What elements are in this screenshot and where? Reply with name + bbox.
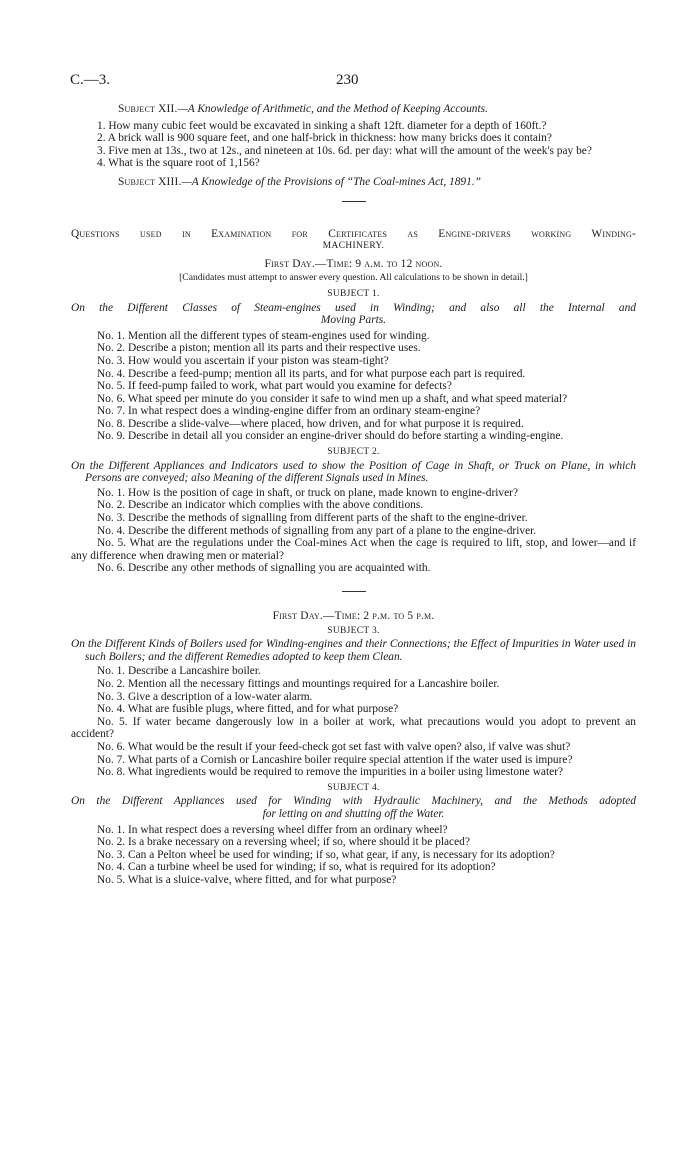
list-item: No. 8. What ingredients would be required to remove the impurities in a boiler using limestone water? [97,766,564,779]
subject-1-title-line-1: On the Different Classes of Steam-engines used in Winding; and also all the Internal and [71,301,636,314]
list-item: No. 8. Describe a slide-valve—where placed, how driven, and for what purpose it is required. [97,417,524,430]
section-reference: C.—3. [70,72,111,88]
list-item: No. 1. Mention all the different types of steam-engines used for winding. [97,329,430,342]
list-item: No. 2. Is a brake necessary on a reversing wheel; if so, where should it be placed? [97,836,470,849]
list-item: No. 4. What are fusible plugs, where fitted, and for what purpose? [97,703,399,716]
list-item: No. 4. Describe the different methods of signalling from any part of a plane to the engine-driver. [97,524,537,537]
list-item: 2. A brick wall is 900 square feet, and one half-brick in thickness: how many bricks does it contain? [97,132,552,145]
subject-13-title: —A Knowledge of the Provisions of “The Coal-mines Act, 1891.” [181,175,482,188]
subject-4-heading: SUBJECT 4. [327,782,380,793]
document-body [71,103,636,886]
subject-3-heading: SUBJECT 3. [327,625,380,636]
first-day-afternoon-title: First Day.—Time: 2 p.m. to 5 p.m. [272,610,435,622]
list-item: No. 5. What is a sluice-valve, where fitted, and for what purpose? [97,873,397,886]
list-item: No. 7. What parts of a Cornish or Lancashire boiler require special attention if the water used is impure? [97,753,573,766]
subject-1-title-line-2: Moving Parts. [320,314,387,327]
list-item: No. 2. Describe an indicator which complies with the above conditions. [97,499,424,512]
first-day-morning-title: First Day.—Time: 9 a.m. to 12 noon. [264,257,443,270]
subject-12-label: Subject XII. [118,103,178,115]
list-item: No. 6. Describe any other methods of signalling you are acquainted with. [97,562,431,575]
list-item: 1. How many cubic feet would be excavated in sinking a shaft 12ft. diameter for a depth of 160ft.? [97,119,547,132]
subject-2-heading: SUBJECT 2. [327,447,380,458]
questions-heading-continued: MACHINERY. [322,241,385,252]
list-item: No. 9. Describe in detail all you consider an engine-driver should do before starting a winding-engine. [97,430,564,443]
page-number: 230 [336,72,359,88]
subject-4-title-line-2: for letting on and shutting off the Water. [262,807,445,820]
subject-1-heading: SUBJECT 1. [327,288,380,299]
list-item: 3. Five men at 13s., two at 12s., and nineteen at 10s. 6d. per day: what will the amount of the week's pay be? [97,144,592,157]
candidates-note: [Candidates must attempt to answer every question. All calculations to be shown in detail.] [179,272,528,284]
subject-12-heading [71,103,636,116]
list-item: No. 2. Describe a piston; mention all its parts and their respective uses. [97,342,421,355]
subject-13-label: Subject XIII. [118,175,182,188]
list-item: No. 3. Describe the methods of signalling from different parts of the shaft to the engine-driver. [97,512,528,525]
list-item: No. 7. In what respect does a winding-engine differ from an ordinary steam-engine? [97,405,481,418]
list-item: No. 1. Describe a Lancashire boiler. [97,665,261,678]
list-item: No. 1. In what respect does a reversing wheel differ from an ordinary wheel? [97,823,448,836]
list-item: No. 6. What speed per minute do you consider it safe to wind men up a shaft, and what speed material? [97,392,568,405]
list-item: No. 3. Can a Pelton wheel be used for winding; if so, what gear, if any, is necessary for its adoption? [97,848,555,861]
subject-13-heading [71,176,636,189]
questions-heading: Questions used in Examination for Certificates as Engine-drivers working Winding- [71,227,636,240]
subject-12-title: —A Knowledge of Arithmetic, and the Method of Keeping Accounts. [177,103,488,115]
list-item: No. 1. How is the position of cage in shaft, or truck on plane, made known to engine-driver? [97,486,519,499]
subject-3-title: On the Different Kinds of Boilers used for Winding-engines and their Connections; the Effect of Impurities in Water used in such Boilers; and the different Remedies adopted to keep them Clean. [71,638,636,663]
list-item: 4. What is the square root of 1,156? [97,157,260,170]
list-item: No. 6. What would be the result if your feed-check got set fast with valve open? also, if valve was shut? [97,740,571,753]
section-divider [342,591,366,592]
list-item: No. 5. If water became dangerously low in a boiler at work, what precautions would you adopt to prevent an accident? [71,715,636,741]
list-item: No. 4. Describe a feed-pump; mention all its parts, and for what purpose each part is required. [97,367,526,380]
section-divider [342,201,366,202]
list-item: No. 5. If feed-pump failed to work, what part would you examine for defects? [97,380,452,393]
subject-4-title-line-1: On the Different Appliances used for Winding with Hydraulic Machinery, and the Methods adopted [71,795,636,808]
list-item: No. 5. What are the regulations under the Coal-mines Act when the cage is required to lift, stop, and lower—and if any difference when drawing men or material? [71,537,636,562]
list-item: No. 3. How would you ascertain if your piston was steam-tight? [97,354,389,367]
list-item: No. 2. Mention all the necessary fittings and mountings required for a Lancashire boiler. [97,677,500,690]
list-item: No. 4. Can a turbine wheel be used for winding; if so, what is required for its adoption? [97,861,496,874]
list-item: No. 3. Give a description of a low-water alarm. [97,690,313,703]
subject-2-title: On the Different Appliances and Indicators used to show the Position of Cage in Shaft, or Truck on Plane, in which Persons are conveyed; also Meaning of the different Signals used in Mines. [71,459,636,485]
